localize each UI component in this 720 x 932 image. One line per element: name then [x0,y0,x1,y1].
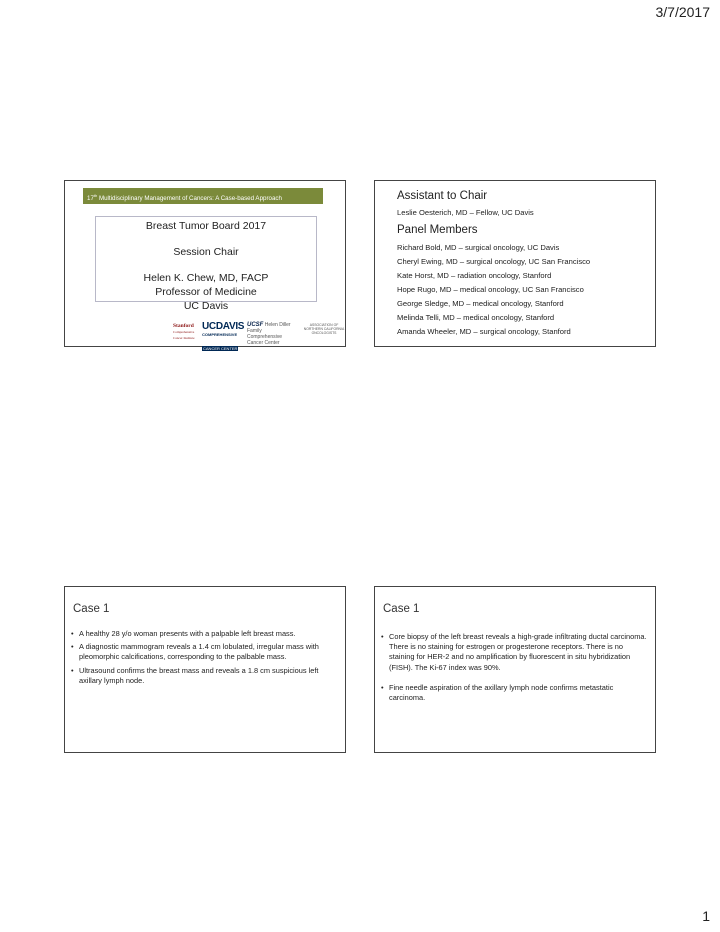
panel-member: Cheryl Ewing, MD – surgical oncology, UC San Francisco [397,257,591,266]
panel-member: Richard Bold, MD – surgical oncology, UC Davis [397,243,560,252]
stanford-logo [173,323,199,341]
bullet-item: • Ultrasound confirms the breast mass and reveals a 1.8 cm suspicious left axillary lymph node. [71,666,339,686]
panel-member: Kate Horst, MD – radiation oncology, Stanford [397,271,552,280]
ucdavis-logo-text: UCDAVIS [202,321,245,332]
panel-member: Melinda Telli, MD – medical oncology, Stanford [397,313,555,322]
slide-title [64,180,346,351]
ucsf-logo [247,322,297,346]
chair-position: Professor of Medicine [155,286,257,298]
case-title: Case 1 [383,603,420,615]
case-title: Case 1 [73,603,110,615]
chair-name: Helen K. Chew, MD, FACP [143,272,269,284]
case-bullets [381,632,649,706]
panel-member: Amanda Wheeler, MD – surgical oncology, Stanford [397,327,571,336]
panel-member: George Sledge, MD – medical oncology, Stanford [397,299,564,308]
page-number: 1 [702,908,710,924]
course-banner [83,188,323,204]
bullet-item: • A healthy 28 y/o woman presents with a palpable left breast mass. [71,629,339,639]
sponsor-logos [173,321,347,351]
ucdavis-logo-line1: COMPREHENSIVE [202,332,238,337]
assistant-name: Leslie Oesterich, MD – Fellow, UC Davis [397,208,534,217]
stanford-logo-text: Stanford [173,323,194,329]
bullet-item: • Core biopsy of the left breast reveals a high-grade infiltrating ductal carcinoma. There is no staining for estrogen or progesterone receptors. There is no staining for HER-2 and no amplification by fluorescent in situ hybridization (FISH). The Ki-67 index was 90%. [381,632,649,673]
banner-number: 17 [87,195,94,203]
slide-case-presentation [64,586,346,753]
title-box [95,216,317,312]
session-title: Breast Tumor Board 2017 [145,220,267,232]
panel-heading: Panel Members [397,224,478,236]
panel-member: Hope Rugo, MD – medical oncology, UC San Francisco [397,285,584,294]
banner-text: Multidisciplinary Management of Cancers: A Case-based Approach [97,195,282,203]
association-logo: ASSOCIATION OF NORTHERN CALIFORNIA ONCOLOGISTS [303,323,345,336]
slide-case-pathology [374,586,656,753]
ucsf-logo-text: Helen Diller Family Comprehensive Cancer Center [247,322,291,346]
assistant-heading: Assistant to Chair [397,190,488,202]
case-bullets [71,629,339,689]
slide-panel [374,180,656,347]
ucdavis-logo [202,322,244,355]
banner-superscript: th [93,193,98,198]
stanford-logo-subtext: Comprehensive Cancer Institute [173,330,195,340]
print-date: 3/7/2017 [655,4,710,20]
bullet-item: • Fine needle aspiration of the axillary lymph node confirms metastatic carcinoma. [381,683,649,703]
chair-institution: UC Davis [183,300,229,312]
ucsf-logo-mark: UCSF [247,322,264,328]
bullet-item: • A diagnostic mammogram reveals a 1.4 cm lobulated, irregular mass with pleomorphic calcifications, corresponding to the palbable mass. [71,642,339,662]
ucdavis-logo-line2: CANCER CENTER [203,346,238,351]
session-role: Session Chair [173,246,239,258]
